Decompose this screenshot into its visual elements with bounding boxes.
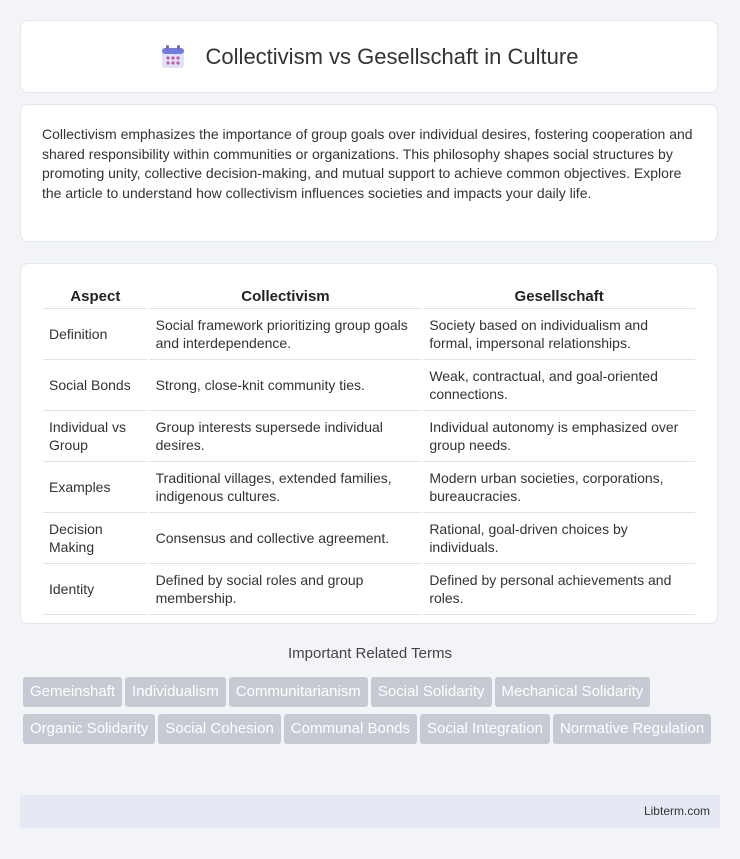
gesellschaft-cell: Weak, contractual, and goal-oriented connections. xyxy=(423,360,695,411)
aspect-cell: Identity xyxy=(43,564,148,615)
aspect-cell: Social Bonds xyxy=(43,360,148,411)
related-term-tag[interactable]: Mechanical Solidarity xyxy=(495,677,651,707)
gesellschaft-cell: Society based on individualism and formal, impersonal relationships. xyxy=(423,309,695,360)
header-card xyxy=(20,20,718,93)
related-terms-list xyxy=(23,677,723,751)
footer xyxy=(20,795,720,828)
table-header-row xyxy=(43,284,695,309)
table-row xyxy=(43,360,695,411)
calendar-icon xyxy=(160,44,186,70)
gesellschaft-cell: Modern urban societies, corporations, bureaucracies. xyxy=(423,462,695,513)
gesellschaft-cell: Defined by personal achievements and roles. xyxy=(423,564,695,615)
related-term-tag[interactable]: Social Solidarity xyxy=(371,677,492,707)
related-term-tag[interactable]: Social Integration xyxy=(420,714,550,744)
table-row xyxy=(43,411,695,462)
header-gesellschaft: Gesellschaft xyxy=(423,284,695,309)
header-aspect: Aspect xyxy=(43,284,148,309)
related-term-tag[interactable]: Normative Regulation xyxy=(553,714,711,744)
related-term-tag[interactable]: Communal Bonds xyxy=(284,714,417,744)
collectivism-cell: Group interests supersede individual desires. xyxy=(150,411,422,462)
related-term-tag[interactable]: Gemeinshaft xyxy=(23,677,122,707)
footer-site-link[interactable]: Libterm.com xyxy=(643,804,710,818)
collectivism-cell: Traditional villages, extended families, indigenous cultures. xyxy=(150,462,422,513)
related-term-tag[interactable]: Organic Solidarity xyxy=(23,714,155,744)
comparison-table xyxy=(41,284,697,615)
intro-card xyxy=(20,104,718,242)
header-collectivism: Collectivism xyxy=(150,284,422,309)
table-row xyxy=(43,513,695,564)
collectivism-cell: Consensus and collective agreement. xyxy=(150,513,422,564)
aspect-cell: Examples xyxy=(43,462,148,513)
related-term-tag[interactable]: Social Cohesion xyxy=(158,714,280,744)
collectivism-cell: Strong, close-knit community ties. xyxy=(150,360,422,411)
gesellschaft-cell: Individual autonomy is emphasized over group needs. xyxy=(423,411,695,462)
table-row xyxy=(43,564,695,615)
related-term-tag[interactable]: Communitarianism xyxy=(229,677,368,707)
collectivism-cell: Defined by social roles and group membership. xyxy=(150,564,422,615)
intro-text: Collectivism emphasizes the importance of group goals over individual desires, fostering cooperation and shared responsibility within communities or organizations. This philosophy shapes social structures by promoting unity, collective decision-making, and mutual support to achieve common objectives. Explore the article to understand how collectivism influences societies and impacts your daily life. xyxy=(42,126,693,201)
table-row xyxy=(43,309,695,360)
related-term-tag[interactable]: Individualism xyxy=(125,677,226,707)
table-row xyxy=(43,462,695,513)
aspect-cell: Definition xyxy=(43,309,148,360)
related-terms-title: Important Related Terms xyxy=(288,645,452,662)
aspect-cell: Individual vs Group xyxy=(43,411,148,462)
page-title: Collectivism vs Gesellschaft in Culture xyxy=(205,43,579,69)
collectivism-cell: Social framework prioritizing group goals and interdependence. xyxy=(150,309,422,360)
gesellschaft-cell: Rational, goal-driven choices by individuals. xyxy=(423,513,695,564)
comparison-table-card xyxy=(20,263,718,624)
aspect-cell: Decision Making xyxy=(43,513,148,564)
